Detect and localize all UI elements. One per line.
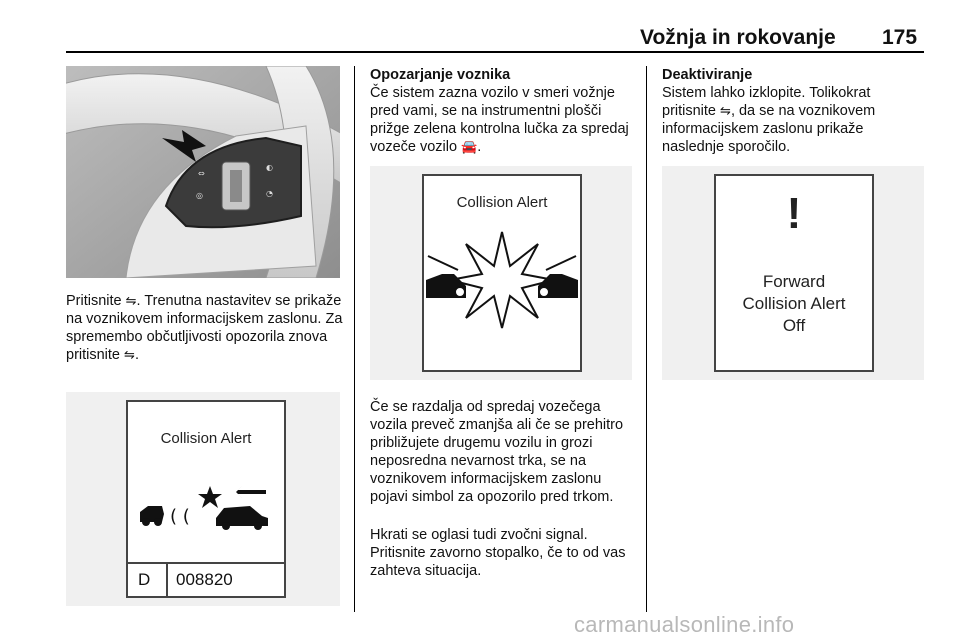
vehicle-ahead-icon: 🚘 [461, 139, 478, 154]
col2-paragraph-1 [370, 84, 638, 156]
display-title: Collision Alert [160, 430, 252, 447]
col2-paragraph-2: Če se razdalja od spredaj vozečega vozila preveč zmanjša ali če se prehitro približujete drugemu vozilu in grozi neposredna nevarnost trka, se na voznikovem informacijskem zaslonu pojavi simbol za opozorilo pred trkom. [370, 399, 624, 505]
col1-paragraph [66, 292, 346, 364]
column-divider-2 [646, 66, 647, 612]
off-message-line-1: Forward [762, 272, 826, 291]
steering-wheel-photo [66, 66, 340, 278]
gear-indicator: D [138, 570, 151, 589]
col3-display-panel [662, 166, 924, 380]
page-number: 175 [882, 26, 918, 49]
col1-text-end: . [134, 347, 139, 363]
car-distance-icon: ⇋ [124, 347, 135, 362]
col3-text-before: Sistem lahko izklopite. Tolikokrat pritisnite [662, 85, 871, 119]
svg-text:◐: ◐ [266, 163, 273, 172]
header-rule [66, 51, 924, 53]
collision-alert-off-display [714, 174, 874, 372]
display-title: Collision Alert [456, 194, 548, 211]
display-divider-vertical [166, 564, 168, 598]
col2-display-panel [370, 166, 632, 380]
car-distance-icon: ⇋ [125, 293, 137, 308]
svg-text:⇔: ⇔ [198, 169, 205, 178]
display-divider [128, 562, 284, 564]
svg-text:◎: ◎ [196, 191, 203, 200]
off-message-line-2: Collision Alert [742, 294, 846, 313]
col2-paragraph-3: Hkrati se oglasi tudi zvočni signal. Pritisnite zavorno stopalko, če to od vas zahteva situacija. [370, 527, 626, 579]
sensitivity-gap-icon [138, 482, 278, 532]
column-divider-1 [354, 66, 355, 612]
col1-text-after: . Trenutna nastavitev se prikaže na voznikovem informacijskem zaslonu. Za spremembo občutljivosti opozorila znova pritisnite [66, 293, 343, 363]
col1-display-panel [66, 392, 340, 606]
col3-paragraph [662, 84, 918, 156]
col2-heading: Opozarjanje voznika [370, 67, 511, 83]
car-distance-icon: ⇋ [720, 103, 731, 118]
collision-warning-icon [426, 230, 578, 330]
svg-text:( (: ( ( [170, 506, 190, 527]
running-header-title: Vožnja in rokovanje [640, 26, 836, 49]
col2-para1-end: . [477, 139, 482, 155]
exclamation-mark: ! [786, 189, 802, 238]
odometer-reading: 008820 [176, 570, 233, 589]
svg-text:◔: ◔ [266, 189, 273, 198]
off-message-line-3: Off [782, 316, 806, 335]
collision-alert-setting-display [126, 400, 286, 598]
watermark: carmanualsonline.info [574, 612, 795, 637]
col2-para1-text: Če sistem zazna vozilo v smeri vožnje pred vami, se na instrumentni plošči prižge zelena kontrolna lučka za spredaj vozeče vozilo [370, 85, 629, 155]
col3-heading: Deaktiviranje [662, 67, 753, 83]
col3-text-after: , da se na voznikovem informacijskem zaslonu prikaže naslednje sporočilo. [662, 103, 876, 155]
collision-alert-warning-display [422, 174, 582, 372]
steering-wheel-illustration [66, 66, 340, 278]
col1-text-before: Pritisnite [66, 293, 126, 309]
